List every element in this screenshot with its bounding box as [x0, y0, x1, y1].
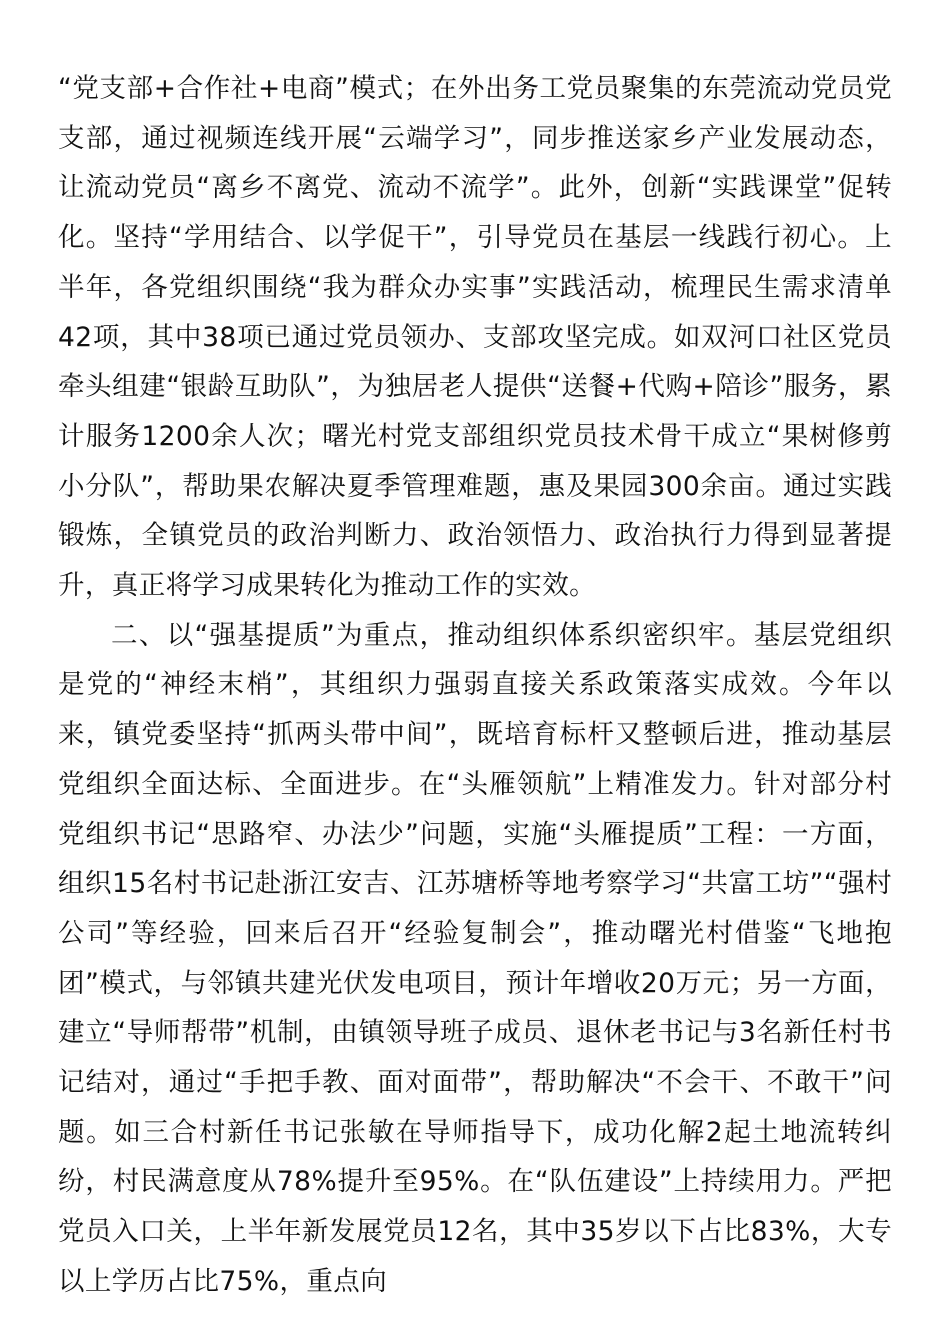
paragraph-1: “党支部+合作社+电商”模式；在外出务工党员聚集的东莞流动党员党支部，通过视频连线开展“云端学习”，同步推送家乡产业发展动态，让流动党员“离乡不离党、流动不流学”。此外，创新“实践课堂”促转化。坚持“学用结合、以学促干”，引导党员在基层一线践行初心。上半年，各党组织围绕“我为群众办实事”实践活动，梳理民生需求清单42项，其中38项已通过党员领办、支部攻坚完成。如双河口社区党员牵头组建“银龄互助队”，为独居老人提供“送餐+代购+陪诊”服务，累计服务1200余人次；曙光村党支部组织党员技术骨干成立“果树修剪小分队”，帮助果农解决夏季管理难题，惠及果园300余亩。通过实践锻炼，全镇党员的政治判断力、政治领悟力、政治执行力得到显著提升，真正将学习成果转化为推动工作的实效。: [58, 73, 892, 602]
paragraph-2: 二、以“强基提质”为重点，推动组织体系织密织牢。基层党组织是党的“神经末梢”，其组织力强弱直接关系政策落实成效。今年以来，镇党委坚持“抓两头带中间”，既培育标杆又整顿后进，推动基层党组织全面达标、全面进步。在“头雁领航”上精准发力。针对部分村党组织书记“思路窄、办法少”问题，实施“头雁提质”工程：一方面，组织15名村书记赴浙江安吉、江苏塘桥等地考察学习“共富工坊”“强村公司”等经验，回来后召开“经验复制会”，推动曙光村借鉴“飞地抱团”模式，与邻镇共建光伏发电项目，预计年增收20万元；另一方面，建立“导师帮带”机制，由镇领导班子成员、退休老书记与3名新任村书记结对，通过“手把手教、面对面带”，帮助解决“不会干、不敢干”问题。如三合村新任书记张敏在导师指导下，成功化解2起土地流转纠纷，村民满意度从78%提升至95%。在“队伍建设”上持续用力。严把党员入口关，上半年新发展党员12名，其中35岁以下占比83%，大专以上学历占比75%，重点向: [58, 619, 892, 1297]
document-body: [58, 64, 892, 1307]
